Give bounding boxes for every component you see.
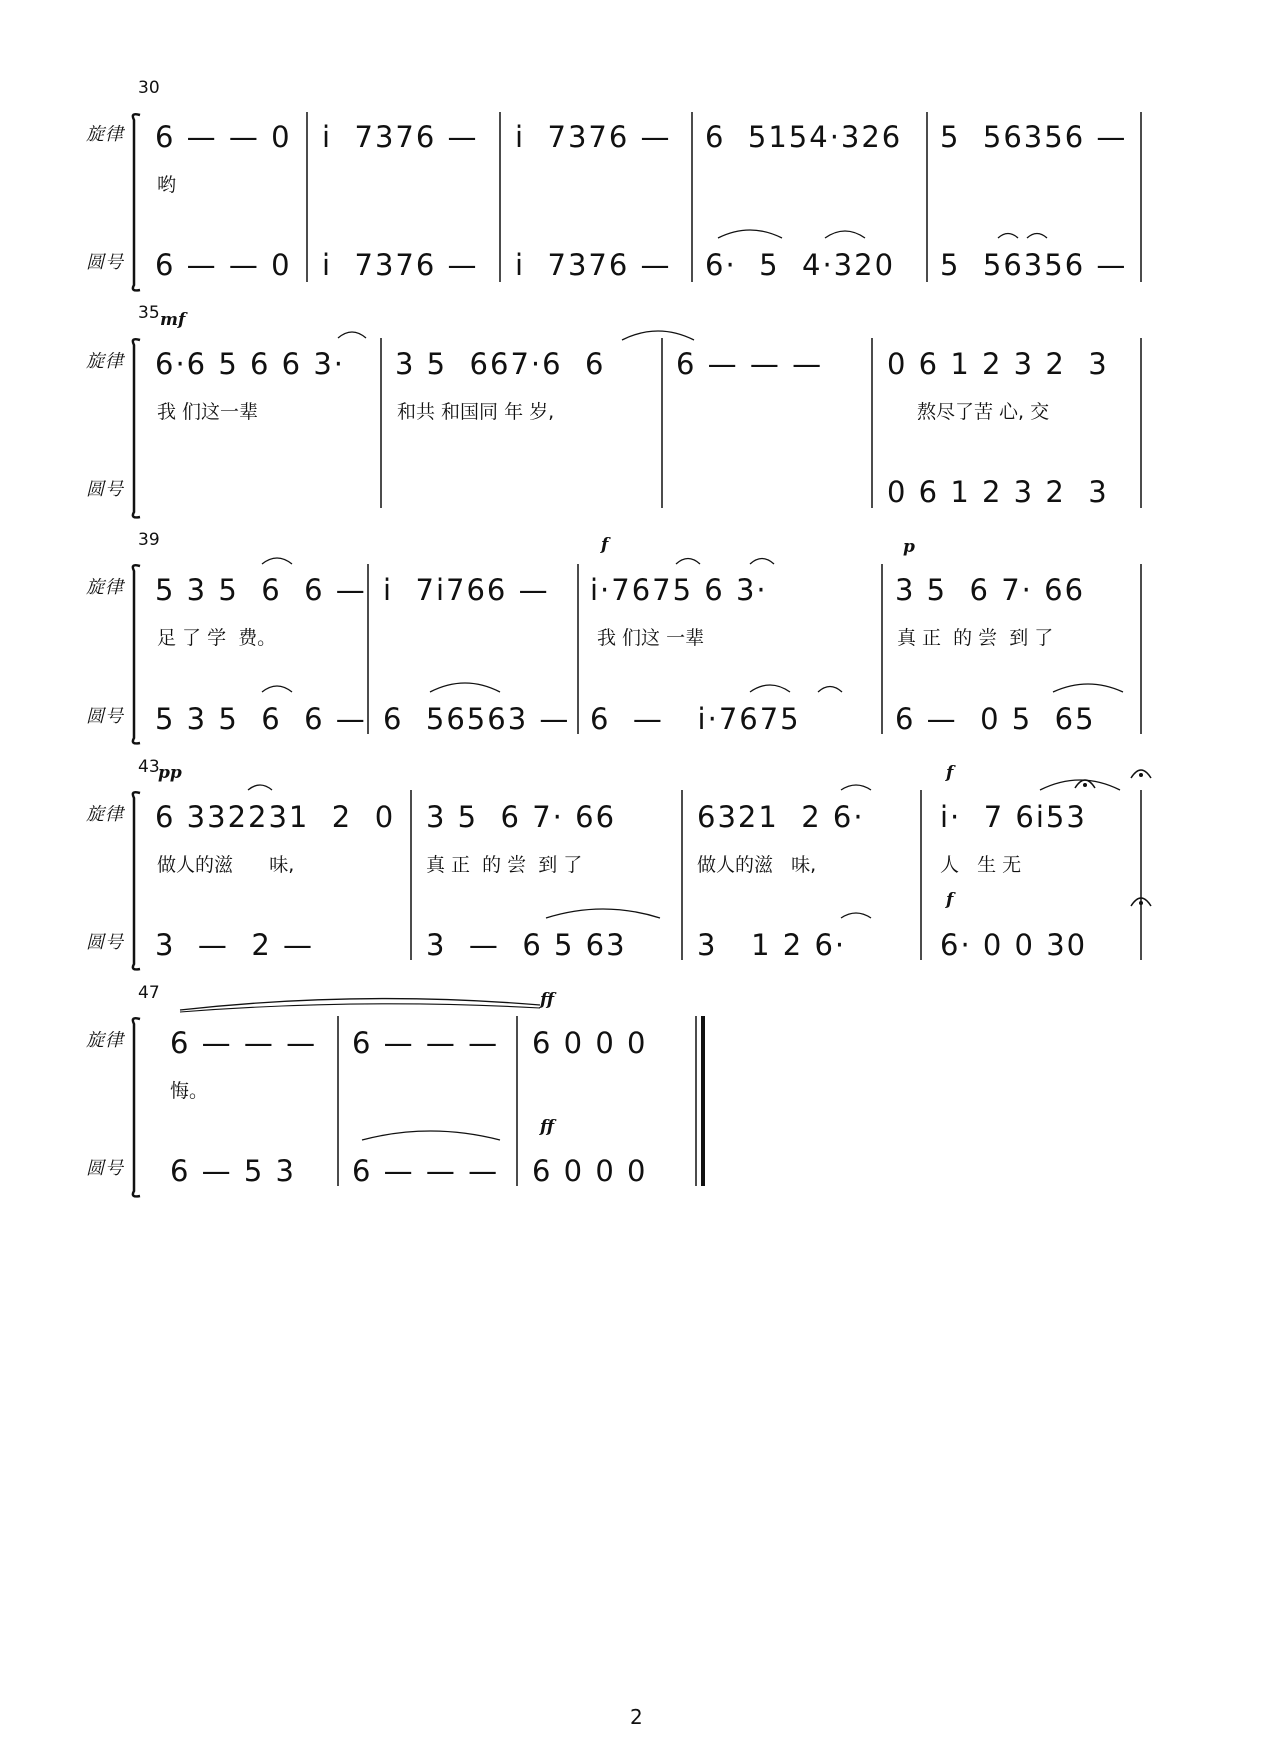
slur — [622, 331, 694, 340]
melody-bar: 6 — — 0 — [155, 120, 292, 154]
slur — [1053, 684, 1123, 692]
melody-bar: 6 332231 2 0 — [155, 800, 396, 834]
measure-number: 30 — [138, 78, 160, 98]
part-label-round: 圆号 — [86, 932, 124, 953]
dynamic-marking: f — [601, 535, 609, 555]
measure-number: 43 — [138, 757, 160, 777]
round-bar: 3 — 2 — — [155, 928, 314, 962]
slur — [841, 913, 871, 918]
system-bracket — [133, 1018, 140, 1196]
fermata-dot — [1083, 783, 1087, 787]
measure-number: 47 — [138, 983, 160, 1003]
dynamic-marking: p — [903, 537, 915, 557]
slur — [546, 909, 660, 918]
round-bar: 6 — i·7675 — [590, 702, 801, 736]
melody-bar: 6 5154·326 — [705, 120, 903, 154]
system-bracket — [133, 792, 140, 969]
slur — [718, 230, 782, 238]
lyric: 足 了 学 费。 — [157, 627, 277, 649]
round-bar: 6 56563 — — [383, 702, 571, 736]
slur — [676, 559, 700, 565]
melody-bar: 6 — — — — [352, 1026, 500, 1060]
melody-bar: 5 3 5 6 6 — — [155, 573, 367, 607]
page-number: 2 — [630, 1705, 643, 1729]
round-bar: 6· 5 4·320 — [705, 248, 896, 282]
round-bar: 6· 0 0 30 — [940, 928, 1088, 962]
round-bar: 6 — — — — [352, 1154, 500, 1188]
slur — [998, 234, 1018, 239]
dynamic-marking: ff — [540, 990, 555, 1010]
slur — [262, 686, 292, 692]
lyric: 人 生 无 — [940, 854, 1022, 876]
melody-bar: 6321 2 6· — [697, 800, 865, 834]
part-label-melody: 旋律 — [86, 804, 124, 825]
lyric: 真 正 的 尝 到 了 — [426, 854, 583, 876]
lyric: 和共 和国同 年 岁, — [397, 401, 555, 423]
slur — [430, 683, 500, 692]
melody-bar: 6·6 5 6 6 3· — [155, 347, 346, 381]
melody-bar: 6 — — — — [170, 1026, 318, 1060]
dynamic-marking: f — [946, 890, 954, 910]
lyric: 做人的滋 味, — [157, 854, 295, 876]
melody-bar: 6 0 0 0 — [532, 1026, 648, 1060]
lyric: 悔。 — [170, 1080, 209, 1102]
slur — [1027, 234, 1047, 239]
round-bar: 3 1 2 6· — [697, 928, 847, 962]
melody-bar: 3 5 6 7· 66 — [895, 573, 1086, 607]
part-label-melody: 旋律 — [86, 577, 124, 598]
fermata-dot — [1139, 901, 1143, 905]
slur — [362, 1131, 500, 1140]
slur — [818, 687, 842, 693]
dynamic-marking: pp — [158, 763, 182, 783]
part-label-melody: 旋律 — [86, 351, 124, 372]
system-bracket — [133, 339, 140, 517]
round-bar: i 7376 — — [515, 248, 672, 282]
melody-bar: i·7675 6 3· — [590, 573, 768, 607]
melody-bar: 3 5 667·6 6 — [395, 347, 606, 381]
slur — [338, 332, 366, 338]
lyric: 我 们这一辈 — [157, 401, 259, 423]
melody-bar: 0 6 1 2 3 2 3 — [887, 347, 1109, 381]
round-bar: 5 56356 — — [940, 248, 1128, 282]
slur — [750, 559, 774, 565]
measure-number: 39 — [138, 530, 160, 550]
lyric: 哟 — [157, 174, 177, 196]
melody-bar: i· 7 6i53 — [940, 800, 1087, 834]
dynamic-marking: ff — [540, 1117, 555, 1137]
round-bar: 6 — 5 3 — [170, 1154, 297, 1188]
system-bracket — [133, 114, 140, 290]
lyric: 熬尽了苦 心, 交 — [917, 401, 1050, 423]
slur — [750, 685, 790, 692]
melody-bar: i 7376 — — [322, 120, 479, 154]
lyric: 真 正 的 尝 到 了 — [897, 627, 1054, 649]
round-bar: 5 3 5 6 6 — — [155, 702, 367, 736]
lyric: 做人的滋 味, — [697, 854, 817, 876]
part-label-round: 圆号 — [86, 1158, 124, 1179]
round-bar: i 7376 — — [322, 248, 479, 282]
slur — [248, 785, 272, 790]
melody-bar: 3 5 6 7· 66 — [426, 800, 617, 834]
round-bar: 6 — — 0 — [155, 248, 292, 282]
round-bar: 6 — 0 5 65 — [895, 702, 1096, 736]
part-label-round: 圆号 — [86, 706, 124, 727]
melody-bar: i 7i766 — — [383, 573, 550, 607]
part-label-round: 圆号 — [86, 479, 124, 500]
system-bracket — [133, 565, 140, 743]
melody-bar: i 7376 — — [515, 120, 672, 154]
round-bar: 0 6 1 2 3 2 3 — [887, 475, 1109, 509]
slur — [841, 785, 871, 790]
fermata-dot — [1139, 773, 1143, 777]
slur — [825, 231, 865, 238]
dynamic-marking: f — [946, 763, 954, 783]
melody-bar: 5 56356 — — [940, 120, 1128, 154]
part-label-melody: 旋律 — [86, 1030, 124, 1051]
lyric: 我 们这 一辈 — [597, 627, 705, 649]
round-bar: 3 — 6 5 63 — [426, 928, 627, 962]
slur — [262, 558, 292, 564]
round-bar: 6 0 0 0 — [532, 1154, 648, 1188]
melody-bar: 6 — — — — [676, 347, 824, 381]
part-label-melody: 旋律 — [86, 124, 124, 145]
measure-number: 35 — [138, 303, 160, 323]
part-label-round: 圆号 — [86, 252, 124, 273]
dynamic-marking: mf — [160, 310, 186, 330]
